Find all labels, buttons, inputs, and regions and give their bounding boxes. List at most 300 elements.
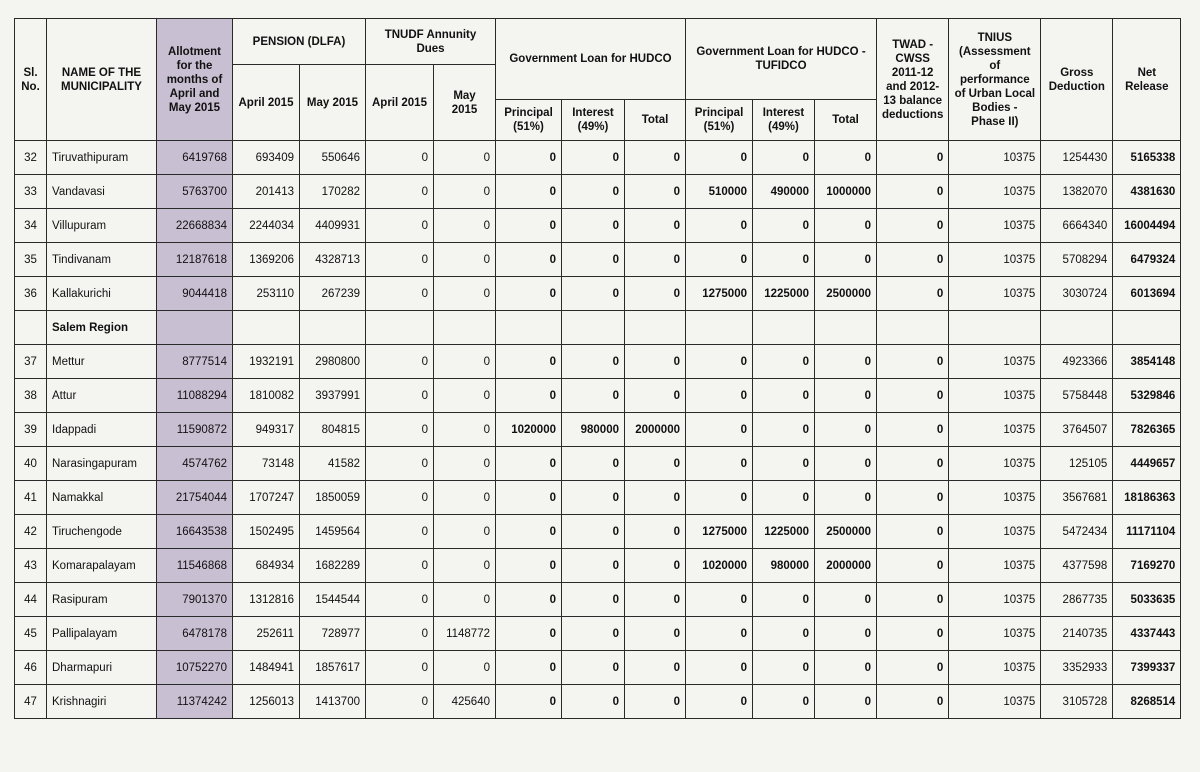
hudco-interest-cell: 0 [562, 277, 625, 311]
pension-april-cell: 252611 [233, 617, 300, 651]
tnius-cell: 10375 [949, 481, 1041, 515]
tufidco-total-cell: 0 [815, 379, 877, 413]
tufidco-total-cell: 0 [815, 651, 877, 685]
hudco-principal-cell: 1020000 [496, 413, 562, 447]
tufidco-interest-cell: 1225000 [753, 277, 815, 311]
row-sl: 36 [15, 277, 47, 311]
hudco-principal-cell: 0 [496, 447, 562, 481]
tnius-cell: 10375 [949, 141, 1041, 175]
twad-cell: 0 [877, 175, 949, 209]
tnudf-may-cell: 0 [434, 515, 496, 549]
tnius-cell: 10375 [949, 379, 1041, 413]
allotment-cell: 22668834 [157, 209, 233, 243]
tufidco-interest-cell: 0 [753, 447, 815, 481]
tnius-cell: 10375 [949, 277, 1041, 311]
table-row [15, 243, 1181, 277]
pension-may-cell: 41582 [300, 447, 366, 481]
tnius-cell: 10375 [949, 583, 1041, 617]
table-header [15, 19, 1181, 141]
hudco-total-cell: 0 [625, 175, 686, 209]
pension-april-cell: 1707247 [233, 481, 300, 515]
empty-cell [1113, 311, 1181, 345]
header-tnudf: TNUDF Annunity Dues [366, 19, 496, 65]
allotment-cell: 11546868 [157, 549, 233, 583]
allotment-cell: 11374242 [157, 685, 233, 719]
municipality-name: Namakkal [47, 481, 157, 515]
gross-deduction-cell: 4923366 [1041, 345, 1113, 379]
municipality-name: Narasingapuram [47, 447, 157, 481]
empty-cell [625, 311, 686, 345]
allotment-cell: 16643538 [157, 515, 233, 549]
tnudf-april-cell: 0 [366, 345, 434, 379]
tnudf-april-cell: 0 [366, 651, 434, 685]
hudco-interest-cell: 980000 [562, 413, 625, 447]
table-row [15, 345, 1181, 379]
hudco-interest-cell: 0 [562, 685, 625, 719]
tnudf-may-cell: 0 [434, 549, 496, 583]
header-pension: PENSION (DLFA) [233, 19, 366, 65]
tufidco-principal-cell: 0 [686, 447, 753, 481]
net-release-cell: 6013694 [1113, 277, 1181, 311]
tnius-cell: 10375 [949, 209, 1041, 243]
tufidco-total-cell: 2500000 [815, 515, 877, 549]
header-pension-may: May 2015 [300, 65, 366, 141]
tufidco-interest-cell: 1225000 [753, 515, 815, 549]
municipality-name: Pallipalayam [47, 617, 157, 651]
tufidco-principal-cell: 0 [686, 345, 753, 379]
tnius-cell: 10375 [949, 651, 1041, 685]
allotment-table-sheet [14, 18, 1181, 719]
tufidco-principal-cell: 1020000 [686, 549, 753, 583]
tufidco-total-cell: 0 [815, 345, 877, 379]
header-name: NAME OF THE MUNICIPALITY [47, 19, 157, 141]
tufidco-total-cell: 0 [815, 481, 877, 515]
tufidco-principal-cell: 0 [686, 141, 753, 175]
pension-may-cell: 170282 [300, 175, 366, 209]
tufidco-interest-cell: 0 [753, 481, 815, 515]
hudco-total-cell: 0 [625, 685, 686, 719]
net-release-cell: 8268514 [1113, 685, 1181, 719]
tnudf-april-cell: 0 [366, 209, 434, 243]
tufidco-principal-cell: 1275000 [686, 515, 753, 549]
net-release-cell: 4449657 [1113, 447, 1181, 481]
pension-may-cell: 2980800 [300, 345, 366, 379]
net-release-cell: 4337443 [1113, 617, 1181, 651]
hudco-interest-cell: 0 [562, 651, 625, 685]
tnudf-may-cell: 1148772 [434, 617, 496, 651]
table-row [15, 413, 1181, 447]
row-sl: 38 [15, 379, 47, 413]
table-row [15, 277, 1181, 311]
table-body [15, 141, 1181, 719]
twad-cell: 0 [877, 549, 949, 583]
row-sl: 32 [15, 141, 47, 175]
pension-april-cell: 1502495 [233, 515, 300, 549]
tufidco-total-cell: 0 [815, 209, 877, 243]
hudco-interest-cell: 0 [562, 447, 625, 481]
table-row [15, 583, 1181, 617]
tufidco-principal-cell: 0 [686, 243, 753, 277]
twad-cell: 0 [877, 447, 949, 481]
hudco-interest-cell: 0 [562, 175, 625, 209]
pension-april-cell: 1810082 [233, 379, 300, 413]
allotment-cell: 11088294 [157, 379, 233, 413]
tufidco-total-cell: 0 [815, 447, 877, 481]
tnudf-may-cell: 0 [434, 481, 496, 515]
tnudf-may-cell: 0 [434, 651, 496, 685]
allotment-cell: 7901370 [157, 583, 233, 617]
hudco-total-cell: 0 [625, 141, 686, 175]
municipality-name: Krishnagiri [47, 685, 157, 719]
municipality-name: Komarapalayam [47, 549, 157, 583]
tufidco-principal-cell: 0 [686, 209, 753, 243]
row-sl: 39 [15, 413, 47, 447]
gross-deduction-cell: 1382070 [1041, 175, 1113, 209]
tnudf-april-cell: 0 [366, 175, 434, 209]
tnius-cell: 10375 [949, 413, 1041, 447]
allotment-cell: 5763700 [157, 175, 233, 209]
empty-cell [434, 311, 496, 345]
tnudf-may-cell: 425640 [434, 685, 496, 719]
gross-deduction-cell: 3105728 [1041, 685, 1113, 719]
pension-may-cell: 728977 [300, 617, 366, 651]
row-sl: 43 [15, 549, 47, 583]
hudco-total-cell: 0 [625, 447, 686, 481]
header-tnudf-may: May 2015 [434, 65, 496, 141]
tufidco-interest-cell: 0 [753, 583, 815, 617]
tufidco-principal-cell: 0 [686, 583, 753, 617]
tnudf-may-cell: 0 [434, 345, 496, 379]
pension-may-cell: 804815 [300, 413, 366, 447]
header-pension-april: April 2015 [233, 65, 300, 141]
hudco-principal-cell: 0 [496, 481, 562, 515]
municipality-name: Rasipuram [47, 583, 157, 617]
row-sl: 46 [15, 651, 47, 685]
net-release-cell: 18186363 [1113, 481, 1181, 515]
row-sl: 34 [15, 209, 47, 243]
tufidco-principal-cell: 0 [686, 617, 753, 651]
hudco-principal-cell: 0 [496, 141, 562, 175]
tnudf-may-cell: 0 [434, 447, 496, 481]
pension-april-cell: 2244034 [233, 209, 300, 243]
tufidco-total-cell: 0 [815, 685, 877, 719]
tufidco-interest-cell: 0 [753, 345, 815, 379]
header-tufidco-interest: Interest (49%) [753, 100, 815, 141]
empty-cell [877, 311, 949, 345]
twad-cell: 0 [877, 277, 949, 311]
pension-april-cell: 1932191 [233, 345, 300, 379]
tufidco-principal-cell: 0 [686, 685, 753, 719]
pension-may-cell: 1459564 [300, 515, 366, 549]
hudco-principal-cell: 0 [496, 209, 562, 243]
pension-may-cell: 4409931 [300, 209, 366, 243]
municipality-name: Vandavasi [47, 175, 157, 209]
row-sl: 33 [15, 175, 47, 209]
header-hudco-total: Total [625, 100, 686, 141]
tnudf-april-cell: 0 [366, 617, 434, 651]
row-sl: 41 [15, 481, 47, 515]
pension-may-cell: 1544544 [300, 583, 366, 617]
twad-cell: 0 [877, 345, 949, 379]
allotment-cell: 4574762 [157, 447, 233, 481]
hudco-principal-cell: 0 [496, 379, 562, 413]
hudco-principal-cell: 0 [496, 651, 562, 685]
pension-april-cell: 1484941 [233, 651, 300, 685]
header-tufidco: Government Loan for HUDCO - TUFIDCO [686, 19, 877, 100]
pension-may-cell: 267239 [300, 277, 366, 311]
header-gross: Gross Deduction [1041, 19, 1113, 141]
tufidco-total-cell: 0 [815, 617, 877, 651]
gross-deduction-cell: 3352933 [1041, 651, 1113, 685]
pension-april-cell: 1256013 [233, 685, 300, 719]
row-sl: 37 [15, 345, 47, 379]
tnudf-april-cell: 0 [366, 549, 434, 583]
municipality-name: Mettur [47, 345, 157, 379]
hudco-principal-cell: 0 [496, 345, 562, 379]
net-release-cell: 3854148 [1113, 345, 1181, 379]
net-release-cell: 7399337 [1113, 651, 1181, 685]
tnius-cell: 10375 [949, 685, 1041, 719]
twad-cell: 0 [877, 379, 949, 413]
hudco-total-cell: 0 [625, 617, 686, 651]
tufidco-total-cell: 0 [815, 243, 877, 277]
hudco-total-cell: 0 [625, 209, 686, 243]
empty-cell [366, 311, 434, 345]
hudco-principal-cell: 0 [496, 549, 562, 583]
municipality-name: Kallakurichi [47, 277, 157, 311]
gross-deduction-cell: 1254430 [1041, 141, 1113, 175]
hudco-principal-cell: 0 [496, 243, 562, 277]
tufidco-principal-cell: 0 [686, 413, 753, 447]
table-row [15, 651, 1181, 685]
table-row [15, 141, 1181, 175]
net-release-cell: 5033635 [1113, 583, 1181, 617]
allotment-cell: 21754044 [157, 481, 233, 515]
municipality-name: Tindivanam [47, 243, 157, 277]
gross-deduction-cell: 3030724 [1041, 277, 1113, 311]
twad-cell: 0 [877, 243, 949, 277]
pension-may-cell: 550646 [300, 141, 366, 175]
hudco-total-cell: 0 [625, 243, 686, 277]
table-row [15, 447, 1181, 481]
allotment-cell: 11590872 [157, 413, 233, 447]
region-row [15, 311, 1181, 345]
hudco-interest-cell: 0 [562, 379, 625, 413]
tnudf-april-cell: 0 [366, 141, 434, 175]
table-row [15, 617, 1181, 651]
tufidco-interest-cell: 0 [753, 379, 815, 413]
hudco-interest-cell: 0 [562, 141, 625, 175]
pension-april-cell: 201413 [233, 175, 300, 209]
pension-april-cell: 684934 [233, 549, 300, 583]
tufidco-principal-cell: 0 [686, 481, 753, 515]
empty-cell [233, 311, 300, 345]
tufidco-interest-cell: 0 [753, 651, 815, 685]
tufidco-interest-cell: 490000 [753, 175, 815, 209]
tufidco-total-cell: 1000000 [815, 175, 877, 209]
table-row [15, 209, 1181, 243]
header-net: Net Release [1113, 19, 1181, 141]
tufidco-interest-cell: 980000 [753, 549, 815, 583]
empty-cell [1041, 311, 1113, 345]
tnudf-april-cell: 0 [366, 583, 434, 617]
gross-deduction-cell: 5708294 [1041, 243, 1113, 277]
hudco-total-cell: 0 [625, 345, 686, 379]
tnudf-april-cell: 0 [366, 277, 434, 311]
allotment-cell: 9044418 [157, 277, 233, 311]
empty-cell [496, 311, 562, 345]
pension-may-cell: 1857617 [300, 651, 366, 685]
hudco-interest-cell: 0 [562, 481, 625, 515]
table-row [15, 481, 1181, 515]
twad-cell: 0 [877, 651, 949, 685]
empty-cell [15, 311, 47, 345]
allotment-cell: 6419768 [157, 141, 233, 175]
tnudf-april-cell: 0 [366, 413, 434, 447]
hudco-total-cell: 0 [625, 549, 686, 583]
pension-may-cell: 3937991 [300, 379, 366, 413]
tufidco-principal-cell: 0 [686, 651, 753, 685]
hudco-interest-cell: 0 [562, 549, 625, 583]
header-hudco-principal: Principal (51%) [496, 100, 562, 141]
row-sl: 47 [15, 685, 47, 719]
tufidco-total-cell: 0 [815, 583, 877, 617]
hudco-principal-cell: 0 [496, 175, 562, 209]
twad-cell: 0 [877, 481, 949, 515]
tufidco-interest-cell: 0 [753, 413, 815, 447]
net-release-cell: 6479324 [1113, 243, 1181, 277]
hudco-interest-cell: 0 [562, 243, 625, 277]
empty-cell [300, 311, 366, 345]
net-release-cell: 11171104 [1113, 515, 1181, 549]
tnius-cell: 10375 [949, 447, 1041, 481]
empty-cell [815, 311, 877, 345]
tufidco-interest-cell: 0 [753, 243, 815, 277]
tufidco-principal-cell: 0 [686, 379, 753, 413]
hudco-interest-cell: 0 [562, 617, 625, 651]
gross-deduction-cell: 125105 [1041, 447, 1113, 481]
header-allotment: Allotment for the months of April and May 2015 [157, 19, 233, 141]
tnius-cell: 10375 [949, 243, 1041, 277]
empty-cell [562, 311, 625, 345]
tufidco-interest-cell: 0 [753, 617, 815, 651]
gross-deduction-cell: 4377598 [1041, 549, 1113, 583]
pension-may-cell: 1413700 [300, 685, 366, 719]
header-sl: Sl. No. [15, 19, 47, 141]
tufidco-total-cell: 0 [815, 413, 877, 447]
municipality-name: Villupuram [47, 209, 157, 243]
row-sl: 35 [15, 243, 47, 277]
row-sl: 42 [15, 515, 47, 549]
municipality-name: Idappadi [47, 413, 157, 447]
hudco-total-cell: 0 [625, 481, 686, 515]
tnudf-may-cell: 0 [434, 175, 496, 209]
tnudf-may-cell: 0 [434, 583, 496, 617]
net-release-cell: 16004494 [1113, 209, 1181, 243]
header-tufidco-principal: Principal (51%) [686, 100, 753, 141]
tnudf-may-cell: 0 [434, 243, 496, 277]
tnius-cell: 10375 [949, 549, 1041, 583]
municipality-name: Attur [47, 379, 157, 413]
pension-april-cell: 253110 [233, 277, 300, 311]
municipality-name: Dharmapuri [47, 651, 157, 685]
twad-cell: 0 [877, 141, 949, 175]
tnudf-may-cell: 0 [434, 277, 496, 311]
tnudf-may-cell: 0 [434, 141, 496, 175]
hudco-total-cell: 0 [625, 515, 686, 549]
hudco-principal-cell: 0 [496, 583, 562, 617]
empty-cell [157, 311, 233, 345]
twad-cell: 0 [877, 617, 949, 651]
twad-cell: 0 [877, 515, 949, 549]
pension-may-cell: 1850059 [300, 481, 366, 515]
pension-april-cell: 693409 [233, 141, 300, 175]
net-release-cell: 4381630 [1113, 175, 1181, 209]
table-row [15, 515, 1181, 549]
twad-cell: 0 [877, 209, 949, 243]
tnudf-april-cell: 0 [366, 685, 434, 719]
hudco-total-cell: 0 [625, 583, 686, 617]
hudco-interest-cell: 0 [562, 209, 625, 243]
tufidco-principal-cell: 1275000 [686, 277, 753, 311]
tufidco-principal-cell: 510000 [686, 175, 753, 209]
table-row [15, 175, 1181, 209]
gross-deduction-cell: 2140735 [1041, 617, 1113, 651]
table-row [15, 685, 1181, 719]
row-sl: 40 [15, 447, 47, 481]
gross-deduction-cell: 6664340 [1041, 209, 1113, 243]
municipality-name: Tiruchengode [47, 515, 157, 549]
hudco-total-cell: 0 [625, 651, 686, 685]
pension-april-cell: 1312816 [233, 583, 300, 617]
header-hudco: Government Loan for HUDCO [496, 19, 686, 100]
allotment-cell: 10752270 [157, 651, 233, 685]
gross-deduction-cell: 5472434 [1041, 515, 1113, 549]
hudco-principal-cell: 0 [496, 617, 562, 651]
tnius-cell: 10375 [949, 617, 1041, 651]
gross-deduction-cell: 2867735 [1041, 583, 1113, 617]
tufidco-interest-cell: 0 [753, 141, 815, 175]
twad-cell: 0 [877, 413, 949, 447]
tnius-cell: 10375 [949, 345, 1041, 379]
tufidco-total-cell: 0 [815, 141, 877, 175]
empty-cell [949, 311, 1041, 345]
pension-april-cell: 73148 [233, 447, 300, 481]
net-release-cell: 7826365 [1113, 413, 1181, 447]
tufidco-total-cell: 2500000 [815, 277, 877, 311]
hudco-principal-cell: 0 [496, 277, 562, 311]
twad-cell: 0 [877, 583, 949, 617]
pension-may-cell: 4328713 [300, 243, 366, 277]
tufidco-interest-cell: 0 [753, 209, 815, 243]
hudco-principal-cell: 0 [496, 515, 562, 549]
pension-april-cell: 1369206 [233, 243, 300, 277]
empty-cell [753, 311, 815, 345]
net-release-cell: 7169270 [1113, 549, 1181, 583]
hudco-interest-cell: 0 [562, 515, 625, 549]
row-sl: 44 [15, 583, 47, 617]
twad-cell: 0 [877, 685, 949, 719]
allotment-cell: 8777514 [157, 345, 233, 379]
tufidco-interest-cell: 0 [753, 685, 815, 719]
tufidco-total-cell: 2000000 [815, 549, 877, 583]
empty-cell [686, 311, 753, 345]
header-tnius: TNIUS (Assessment of performance of Urban Local Bodies - Phase II) [949, 19, 1041, 141]
tnudf-april-cell: 0 [366, 379, 434, 413]
allotment-cell: 12187618 [157, 243, 233, 277]
header-twad: TWAD - CWSS 2011-12 and 2012-13 balance deductions [877, 19, 949, 141]
tnudf-may-cell: 0 [434, 413, 496, 447]
